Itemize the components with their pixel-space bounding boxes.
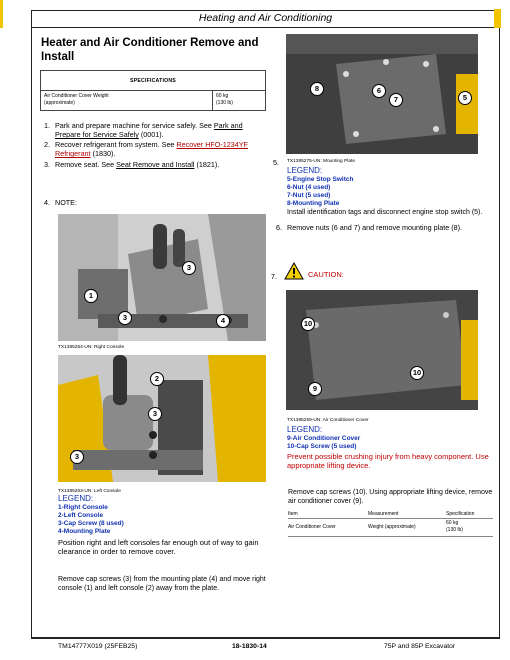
legend-title: LEGEND: [58, 494, 94, 503]
step-7 [271, 272, 281, 282]
figure-right-console [58, 214, 266, 341]
legend-item: 8-Mounting Plate [287, 200, 340, 207]
step-number: 3. [44, 160, 50, 169]
callout-5: 5 [458, 91, 472, 105]
legend-item: 9-Air Conditioner Cover [287, 435, 361, 442]
spec-value: 60 kg [446, 520, 459, 526]
callout-7: 7 [389, 93, 403, 107]
legend-item: 7-Nut (5 used) [287, 192, 331, 199]
figure-caption: TX1385275-UN: Mounting Plate [287, 159, 355, 164]
callout-9: 9 [308, 382, 322, 396]
spec-item: Air Conditioner Cover [288, 524, 336, 530]
figure-ac-cover [286, 290, 478, 410]
step-4 [44, 198, 164, 210]
callout-3: 3 [182, 261, 196, 275]
callout-3: 3 [148, 407, 162, 421]
spec-name-qualifier: (approximate) [44, 100, 75, 106]
caution-label: CAUTION: [308, 270, 344, 279]
step-text: Park and prepare machine for service safely. See [55, 121, 212, 130]
table-row [41, 91, 265, 110]
step-text: Recover refrigerant from system. See [55, 140, 175, 149]
figure-caption: TX1385264-UN: Right Console [58, 345, 125, 350]
footer-rule [31, 638, 500, 639]
callout-6: 6 [372, 84, 386, 98]
step-number: 4. [44, 198, 50, 207]
column-header: Measurement [368, 511, 399, 517]
legend-item: 10-Cap Screw (5 used) [287, 443, 357, 450]
step-ref: (1830). [92, 149, 116, 158]
legend-list [287, 176, 487, 208]
figure-caption: TX1385263-UN: Left Console [58, 489, 121, 494]
remove-cover-instruction: Remove cap screws (10). Using appropriate lifting device, remove air conditioner cover (9). [288, 489, 493, 505]
left-accent-bar [0, 0, 3, 28]
step-5 [273, 158, 283, 168]
callout-4: 4 [216, 314, 230, 328]
plate-note: Install identification tags and disconnect engine stop switch (5). [287, 209, 483, 216]
step-number: 7. [271, 272, 277, 281]
legend-list [287, 435, 487, 451]
figure-caption: TX1385259-UN: Air Conditioner Cover [287, 418, 369, 423]
spec-measurement: Weight (approximate) [368, 524, 416, 530]
legend-list [58, 504, 268, 536]
step-number: 1. [44, 121, 50, 130]
consoles-note: Position right and left consoles far enough out of way to gain clearance in order to remove cover. [58, 538, 259, 556]
right-console-illustration [58, 214, 266, 341]
step-ref: (0001). [140, 130, 164, 139]
header-accent [494, 9, 501, 28]
page-header [31, 10, 500, 28]
spec-value: 60 kg [216, 93, 229, 99]
legend-item: 2-Left Console [58, 512, 104, 519]
specifications-table [40, 70, 266, 111]
figure-left-console [58, 355, 266, 482]
callout-10: 10 [410, 366, 424, 380]
remove-consoles-instruction: Remove cap screws (3) from the mounting plate (4) and move right console (1) and left console (2) away from the plate. [58, 576, 266, 592]
step-number: 5. [273, 158, 279, 167]
crushing-warning: Prevent possible crushing injury from heavy component. Use appropriate lifting device. [287, 452, 489, 470]
callout-10: 10 [301, 317, 315, 331]
header-title: Heating and Air Conditioning [198, 12, 333, 24]
legend-item: 1-Right Console [58, 504, 108, 511]
spec-value-alt: (130 lb) [216, 100, 233, 106]
legend-item: 3-Cap Screw (8 used) [58, 520, 124, 527]
legend-item: 6-Nut (4 used) [287, 184, 331, 191]
specifications-heading: SPECIFICATIONS [41, 71, 265, 91]
callout-1: 1 [84, 289, 98, 303]
step-2 [44, 140, 266, 160]
spec-value-alt: (130 lb) [446, 527, 463, 533]
footer-model: 75P and 85P Excavator [384, 643, 456, 650]
step-1 [44, 121, 266, 141]
footer-page-number: 18-1830-14 [232, 643, 267, 650]
spec-name: Air Conditioner Cover Weight [44, 93, 109, 99]
link-recover-refrigerant[interactable]: Recover HFO-1234YF Refrigerant [55, 140, 248, 158]
legend-item: 4-Mounting Plate [58, 528, 111, 535]
step-6 [276, 223, 491, 235]
callout-3: 3 [70, 450, 84, 464]
legend-title: LEGEND: [287, 166, 323, 175]
step-ref: (1821). [196, 160, 220, 169]
mini-spec-table [288, 510, 493, 540]
callout-3: 3 [118, 311, 132, 325]
step-3 [44, 160, 266, 172]
warning-icon [284, 262, 304, 280]
step-number: 2. [44, 140, 50, 149]
column-header: Item [288, 511, 298, 517]
step-text: Remove seat. See [55, 160, 115, 169]
column-header: Specification [446, 511, 475, 517]
note-label: NOTE: [55, 198, 77, 207]
link-park-prepare[interactable]: Park and Prepare for Service Safely [55, 121, 243, 139]
legend-item: 5-Engine Stop Switch [287, 176, 354, 183]
step-text: Remove nuts (6 and 7) and remove mounting plate (8). [287, 223, 462, 232]
callout-2: 2 [150, 372, 164, 386]
step-number: 6. [276, 223, 282, 232]
legend-title: LEGEND: [287, 425, 323, 434]
section-title: Heater and Air Conditioner Remove and Install [41, 37, 259, 63]
link-seat-remove[interactable]: Seat Remove and Install [116, 160, 195, 169]
footer-doc-id: TM14777X019 (25FEB25) [58, 643, 138, 650]
callout-8: 8 [310, 82, 324, 96]
figure-mounting-plate [286, 34, 478, 154]
